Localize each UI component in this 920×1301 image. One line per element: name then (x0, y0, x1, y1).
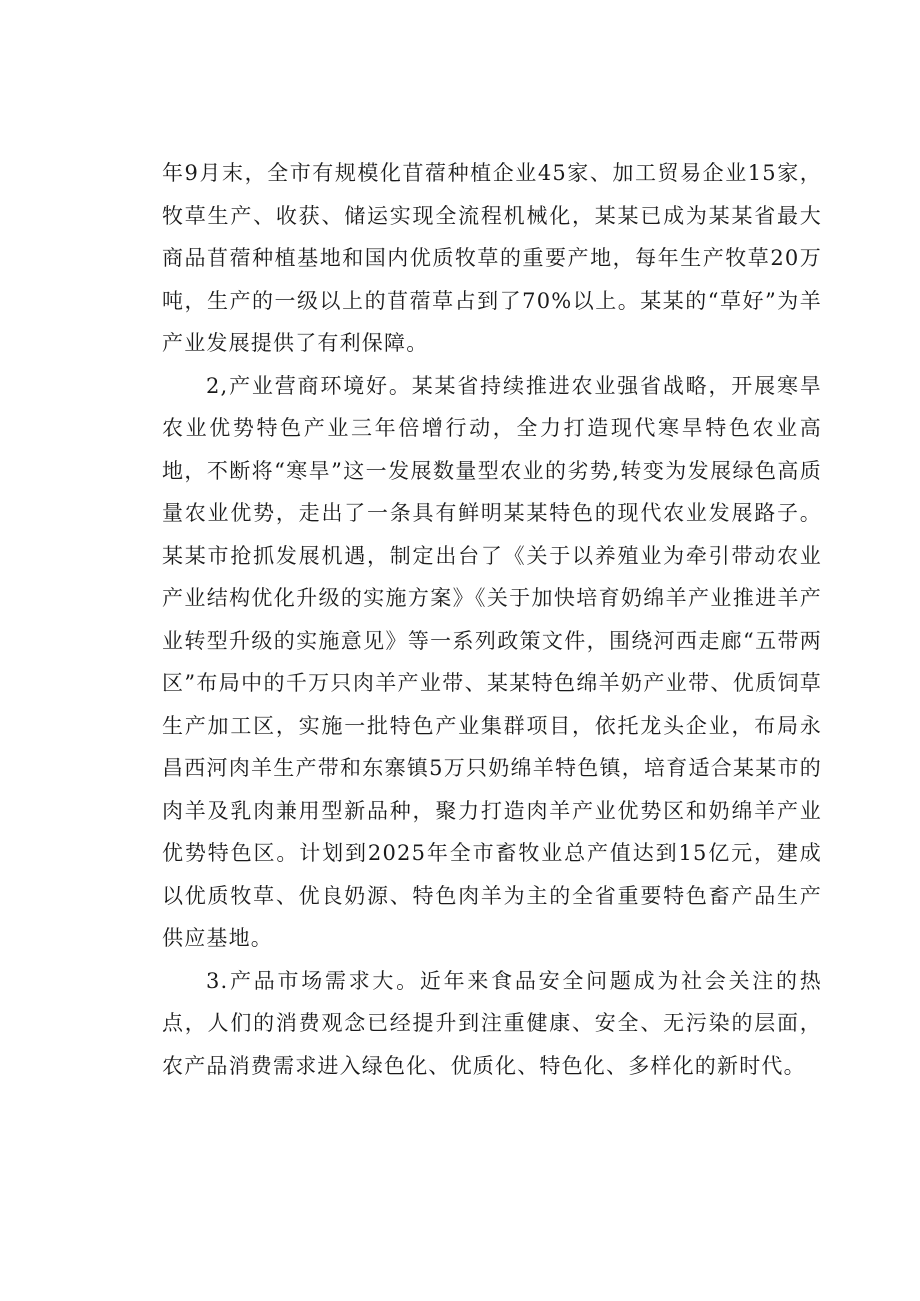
paragraph-business-environment: 2,产业营商环境好。某某省持续推进农业强省战略，开展寒旱农业优势特色产业三年倍增行动，全力打造现代寒旱特色农业高地，不断将“寒旱”这一发展数量型农业的劣势,转变为发展绿色高质量农业优势，走出了一条具有鲜明某某特色的现代农业发展路子。某某市抢抓发展机遇，制定出台了《关于以养殖业为牵引带动农业产业结构优化升级的实施方案》《关于加快培育奶绵羊产业推进羊产业转型升级的实施意见》等一系列政策文件，围绕河西走廊“五带两区”布局中的千万只肉羊产业带、某某特色绵羊奶产业带、优质饲草生产加工区，实施一批特色产业集群项目，依托龙头企业，布局永昌西河肉羊生产带和东寨镇5万只奶绵羊特色镇，培育适合某某市的肉羊及乳肉兼用型新品种，聚力打造肉羊产业优势区和奶绵羊产业优势特色区。计划到2025年全市畜牧业总产值达到15亿元，建成以优质牧草、优良奶源、特色肉羊为主的全省重要特色畜产品生产供应基地。 (162, 373, 822, 950)
paragraph-market-demand: 3.产品市场需求大。近年来食品安全问题成为社会关注的热点，人们的消费观念已经提升到注重健康、安全、无污染的层面，农产品消费需求进入绿色化、优质化、特色化、多样化的新时代。 (162, 968, 822, 1078)
paragraph-continued: 年9月末，全市有规模化苜蓿种植企业45家、加工贸易企业15家，牧草生产、收获、储运实现全流程机械化，某某已成为某某省最大商品苜蓿种植基地和国内优质牧草的重要产地，每年生产牧草20万吨，生产的一级以上的苜蓿草占到了70%以上。某某的“草好”为羊产业发展提供了有利保障。 (162, 161, 822, 355)
document-body (162, 152, 822, 1087)
